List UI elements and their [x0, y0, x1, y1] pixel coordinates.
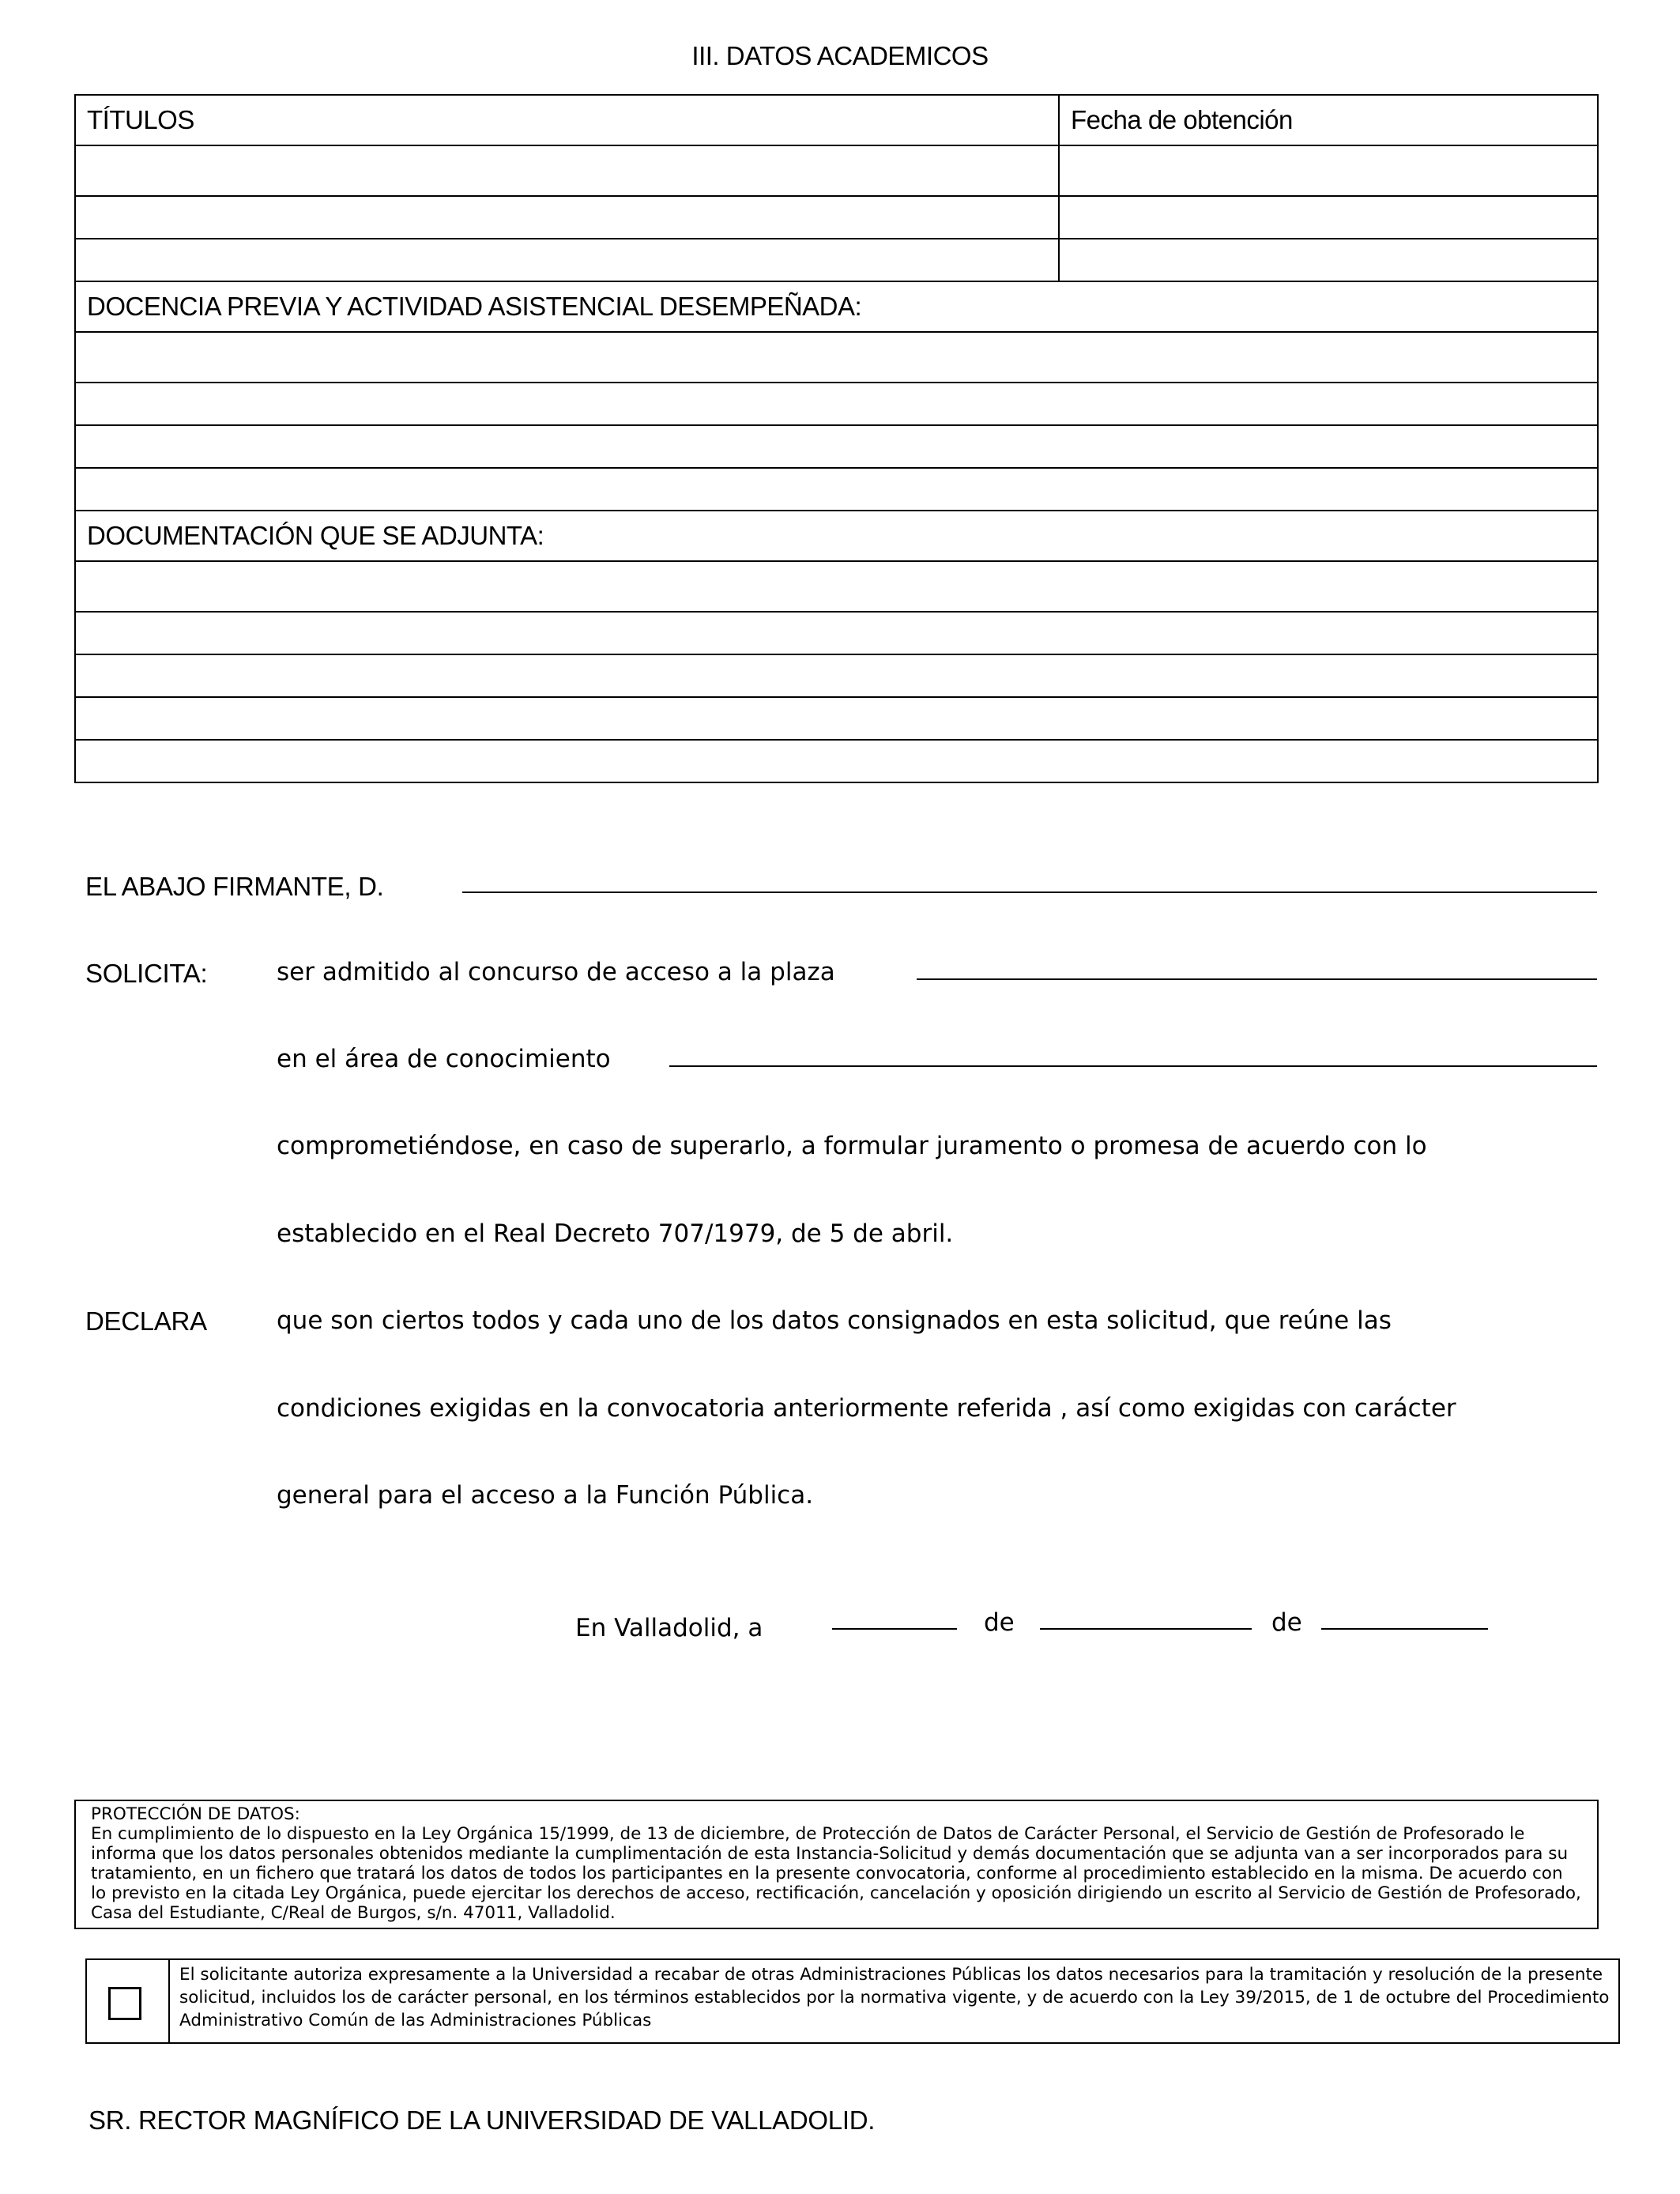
documentacion-input[interactable]: [75, 612, 1598, 654]
fecha-input[interactable]: [1059, 145, 1598, 196]
data-protection-box: [74, 1800, 1599, 1929]
declara-line-2: condiciones exigidas en la convocatoria anteriormente referida , así como exigidas con carácter: [277, 1394, 1456, 1423]
data-protection-text-2: informa que los datos personales obtenidos mediante la cumplimentación de esta Instancia-Solicitud y demás documentación que se adjunta van a ser incorporados para su: [91, 1844, 1569, 1864]
solicita-label: SOLICITA:: [85, 959, 208, 988]
plaza-line[interactable]: [917, 978, 1597, 980]
year-line[interactable]: [1321, 1628, 1488, 1630]
docencia-input[interactable]: [75, 383, 1598, 425]
solicita-line-3: comprometiéndose, en caso de superarlo, a formular juramento o promesa de acuerdo con lo: [277, 1132, 1427, 1160]
day-line[interactable]: [832, 1628, 957, 1630]
data-protection-text-1: En cumplimiento de lo dispuesto en la Ley Orgánica 15/1999, de 13 de diciembre, de Protección de Datos de Carácter Personal, el Servicio de Gestión de Profesorado le: [91, 1824, 1525, 1844]
titulo-input[interactable]: [75, 145, 1059, 196]
firmante-name-line[interactable]: [462, 892, 1597, 893]
docencia-input[interactable]: [75, 468, 1598, 511]
authorization-divider: [168, 1960, 170, 2042]
documentacion-heading-row: [75, 511, 1598, 561]
de-2: de: [1271, 1608, 1302, 1637]
area-conocimiento-line[interactable]: [669, 1065, 1597, 1067]
titulo-input[interactable]: [75, 196, 1059, 239]
documentacion-input[interactable]: [75, 654, 1598, 697]
academic-data-table: [74, 94, 1599, 783]
declara-line-1: que son ciertos todos y cada uno de los datos consignados en esta solicitud, que reúne las: [277, 1306, 1392, 1335]
authorization-text-2: solicitud, incluidos los de carácter personal, en los términos establecidos por la normativa vigente, y de acuerdo con la Ley 39/2015, de 1 de octubre del Procedimiento: [179, 1988, 1610, 2007]
table-header-row: [75, 95, 1598, 145]
section-title: III. DATOS ACADEMICOS: [691, 41, 989, 70]
solicita-line-1: ser admitido al concurso de acceso a la plaza: [277, 958, 835, 986]
data-protection-title: PROTECCIÓN DE DATOS:: [91, 1804, 300, 1824]
authorization-text-1: El solicitante autoriza expresamente a la Universidad a recabar de otras Administraciones Públicas los datos necesarios para la tramitación y resolución de la presente: [179, 1965, 1603, 1985]
authorization-checkbox[interactable]: [108, 1987, 141, 2020]
fecha-input[interactable]: [1059, 239, 1598, 281]
data-protection-text-5: Casa del Estudiante, C/Real de Burgos, s/n. 47011, Valladolid.: [91, 1903, 616, 1923]
documentacion-input[interactable]: [75, 740, 1598, 782]
month-line[interactable]: [1040, 1628, 1252, 1630]
de-1: de: [984, 1608, 1015, 1637]
docencia-heading-row: [75, 281, 1598, 332]
titulos-header: TÍTULOS: [75, 95, 1059, 145]
authorization-box: [85, 1958, 1620, 2044]
place-date-prefix: En Valladolid, a: [575, 1614, 763, 1642]
documentacion-input[interactable]: [75, 561, 1598, 612]
documentacion-heading: DOCUMENTACIÓN QUE SE ADJUNTA:: [75, 511, 1598, 561]
fecha-header: Fecha de obtención: [1059, 95, 1598, 145]
solicita-line-4: establecido en el Real Decreto 707/1979, de 5 de abril.: [277, 1220, 954, 1248]
data-protection-text-3: tratamiento, en un fichero que tratará los datos de todos los participantes en la presente convocatoria, conforme al procedimiento establecido en la misma. De acuerdo con: [91, 1864, 1563, 1883]
solicita-line-2: en el área de conocimiento: [277, 1045, 611, 1073]
authorization-text-3: Administrativo Común de las Administraciones Públicas: [179, 2011, 652, 2030]
addressee-footer: SR. RECTOR MAGNÍFICO DE LA UNIVERSIDAD DE VALLADOLID.: [89, 2105, 876, 2135]
titulo-row: [75, 145, 1598, 196]
declara-line-3: general para el acceso a la Función Pública.: [277, 1481, 814, 1510]
declara-label: DECLARA: [85, 1306, 207, 1336]
data-protection-text-4: lo previsto en la citada Ley Orgánica, puede ejercitar los derechos de acceso, rectificación, cancelación y oposición dirigiendo un escrito al Servicio de Gestión de Profesorado,: [91, 1883, 1581, 1903]
fecha-input[interactable]: [1059, 196, 1598, 239]
docencia-input[interactable]: [75, 425, 1598, 468]
docencia-heading: DOCENCIA PREVIA Y ACTIVIDAD ASISTENCIAL DESEMPEÑADA:: [75, 281, 1598, 332]
titulo-input[interactable]: [75, 239, 1059, 281]
documentacion-input[interactable]: [75, 697, 1598, 740]
firmante-label: EL ABAJO FIRMANTE, D.: [85, 872, 384, 901]
titulo-row: [75, 239, 1598, 281]
titulo-row: [75, 196, 1598, 239]
docencia-input[interactable]: [75, 332, 1598, 383]
